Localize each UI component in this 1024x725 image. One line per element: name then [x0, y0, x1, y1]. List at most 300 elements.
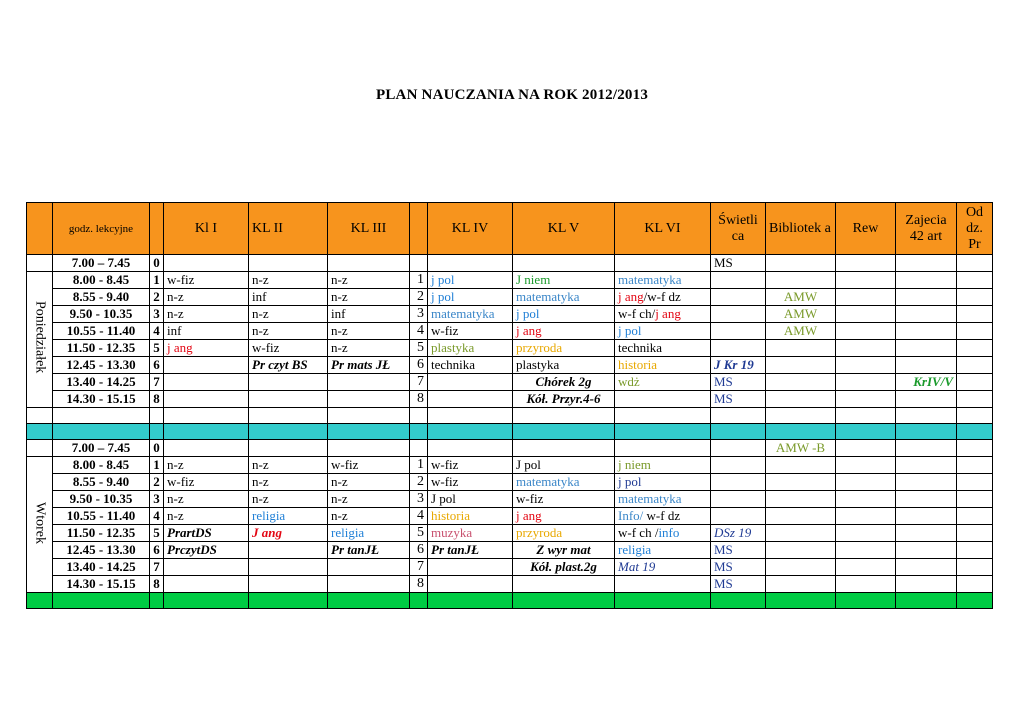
cell-swietlica [711, 306, 766, 323]
time-cell: 12.45 - 13.30 [53, 357, 150, 374]
day-name: Poniedziałek [32, 301, 48, 374]
cell-zajecia [896, 576, 957, 593]
cell-rew [836, 391, 896, 408]
cell-kl5: Chórek 2g [513, 374, 615, 391]
cell-rew [836, 559, 896, 576]
cell-kl2: n-z [249, 457, 328, 474]
cell-kl2 [249, 440, 328, 457]
cell-kl1 [164, 440, 249, 457]
header-oddz: Od dz. Pr [957, 203, 993, 255]
cell-kl2: inf [249, 289, 328, 306]
time-cell: 14.30 - 15.15 [53, 391, 150, 408]
cell-zajecia [896, 323, 957, 340]
header-zajecia: Zajecia 42 art [896, 203, 957, 255]
cell-biblioteka [766, 272, 836, 289]
cell-rew [836, 474, 896, 491]
cell-kl3: w-fiz [328, 457, 410, 474]
cell-kl4: w-fiz [428, 474, 513, 491]
cell-kl6-part-a: j ang [618, 289, 644, 304]
cell-oddz [957, 508, 993, 525]
cell-kl5: przyroda [513, 340, 615, 357]
schedule-row [27, 357, 993, 374]
day-monday [27, 255, 993, 408]
cell-kl4 [428, 576, 513, 593]
cell-kl3: Pr tanJŁ [328, 542, 410, 559]
header-biblioteka: Bibliotek a [766, 203, 836, 255]
cell-kl6 [615, 255, 711, 272]
cell-rew [836, 255, 896, 272]
schedule-row [27, 457, 993, 474]
schedule-row [27, 474, 993, 491]
cell-kl3: n-z [328, 272, 410, 289]
cell-kl4: Pr tanJŁ [428, 542, 513, 559]
cell-kl3: n-z [328, 289, 410, 306]
cell-oddz [957, 474, 993, 491]
cell-swietlica: MS [711, 542, 766, 559]
cell-kl1: PrczytDS [164, 542, 249, 559]
schedule-row [27, 323, 993, 340]
cell-kl6-part-a: Info/ [618, 508, 644, 523]
time-cell: 13.40 - 14.25 [53, 374, 150, 391]
schedule-table [26, 202, 993, 609]
cell-biblioteka [766, 542, 836, 559]
cell-kl4: historia [428, 508, 513, 525]
cell-kl2 [249, 559, 328, 576]
cell-kl1: n-z [164, 491, 249, 508]
cell-kl2 [249, 576, 328, 593]
cell-kl6: wdż [615, 374, 711, 391]
lesson-number-2: 6 [410, 357, 428, 374]
schedule-row [27, 391, 993, 408]
cell-kl5: J pol [513, 457, 615, 474]
cell-swietlica: MS [711, 559, 766, 576]
cell-zajecia [896, 357, 957, 374]
cell-kl4: technika [428, 357, 513, 374]
cell-zajecia: KrIV/V [896, 374, 957, 391]
time-cell: 8.00 - 8.45 [53, 272, 150, 289]
cell-kl3: religia [328, 525, 410, 542]
schedule-row [27, 491, 993, 508]
cell-rew [836, 525, 896, 542]
cell-kl5: j ang [513, 508, 615, 525]
lesson-number: 6 [150, 357, 164, 374]
cell-swietlica: MS [711, 576, 766, 593]
cell-biblioteka [766, 559, 836, 576]
cell-zajecia [896, 340, 957, 357]
time-cell: 13.40 - 14.25 [53, 559, 150, 576]
cell-kl1 [164, 559, 249, 576]
lesson-number-2: 5 [410, 340, 428, 357]
cell-zajecia [896, 491, 957, 508]
cell-kl6: historia [615, 357, 711, 374]
cell-kl2 [249, 255, 328, 272]
header-day [27, 203, 53, 255]
cell-kl6 [615, 525, 711, 542]
cell-zajecia [896, 440, 957, 457]
header-num2 [410, 203, 428, 255]
cell-zajecia [896, 391, 957, 408]
cell-kl2: J ang [249, 525, 328, 542]
cell-swietlica [711, 272, 766, 289]
cell-kl5: j pol [513, 306, 615, 323]
cell-oddz [957, 440, 993, 457]
cell-kl3 [328, 559, 410, 576]
cell-kl1: inf [164, 323, 249, 340]
cell-biblioteka [766, 508, 836, 525]
cell-kl4: j pol [428, 289, 513, 306]
cell-kl1: n-z [164, 457, 249, 474]
cell-kl6: religia [615, 542, 711, 559]
cell-rew [836, 491, 896, 508]
cell-oddz [957, 391, 993, 408]
cell-kl2: n-z [249, 323, 328, 340]
lesson-number: 0 [150, 440, 164, 457]
lesson-number-2: 1 [410, 272, 428, 289]
header-num1 [150, 203, 164, 255]
cell-kl1 [164, 391, 249, 408]
header-kl3: KL III [328, 203, 410, 255]
time-cell: 12.45 - 13.30 [53, 542, 150, 559]
cell-kl1 [164, 255, 249, 272]
cell-kl3: n-z [328, 491, 410, 508]
cell-zajecia [896, 255, 957, 272]
cell-kl5: przyroda [513, 525, 615, 542]
cell-swietlica: MS [711, 255, 766, 272]
cell-kl6 [615, 508, 711, 525]
cell-oddz [957, 457, 993, 474]
cell-kl4: muzyka [428, 525, 513, 542]
cell-zajecia [896, 508, 957, 525]
cell-oddz [957, 542, 993, 559]
cell-kl1: n-z [164, 306, 249, 323]
cell-oddz [957, 255, 993, 272]
cell-kl4: w-fiz [428, 323, 513, 340]
day-name: Wtorek [32, 501, 48, 544]
day-label [27, 457, 53, 593]
cell-kl6 [615, 391, 711, 408]
cell-kl1: PrartDS [164, 525, 249, 542]
cell-biblioteka [766, 491, 836, 508]
lesson-number-2 [410, 440, 428, 457]
cell-swietlica [711, 457, 766, 474]
cell-kl5: J niem [513, 272, 615, 289]
lesson-number-2: 7 [410, 374, 428, 391]
lesson-number: 7 [150, 559, 164, 576]
cell-biblioteka [766, 576, 836, 593]
cell-biblioteka [766, 374, 836, 391]
cell-kl1: w-fiz [164, 474, 249, 491]
cell-kl6-part-a: w-f ch / [618, 525, 659, 540]
cell-kl5: Kół. Przyr.4-6 [513, 391, 615, 408]
day-cell-empty [27, 255, 53, 272]
cell-swietlica: DSz 19 [711, 525, 766, 542]
time-cell: 8.55 - 9.40 [53, 289, 150, 306]
header-swietlica: Świetli ca [711, 203, 766, 255]
cell-kl6: Mat 19 [615, 559, 711, 576]
cell-kl5: Z wyr mat [513, 542, 615, 559]
cell-kl1 [164, 357, 249, 374]
lesson-number: 5 [150, 525, 164, 542]
cell-kl6 [615, 306, 711, 323]
cell-oddz [957, 491, 993, 508]
cell-kl6: technika [615, 340, 711, 357]
cell-kl3: Pr mats JŁ [328, 357, 410, 374]
cell-kl6 [615, 289, 711, 306]
schedule-row [27, 508, 993, 525]
cell-zajecia [896, 474, 957, 491]
schedule-row [27, 255, 993, 272]
cell-zajecia [896, 525, 957, 542]
cell-rew [836, 323, 896, 340]
cell-kl6-part-a: w-f ch/ [618, 306, 656, 321]
cell-kl1 [164, 576, 249, 593]
lesson-number: 5 [150, 340, 164, 357]
cell-kl6-part-b: info [658, 525, 680, 540]
cell-kl6 [615, 576, 711, 593]
cell-zajecia [896, 559, 957, 576]
cell-kl3: n-z [328, 323, 410, 340]
cell-biblioteka: AMW [766, 289, 836, 306]
cell-oddz [957, 357, 993, 374]
cell-kl6-part-b: w-f dz [643, 508, 681, 523]
cell-kl4 [428, 559, 513, 576]
cell-biblioteka [766, 357, 836, 374]
cell-swietlica [711, 289, 766, 306]
cell-rew [836, 440, 896, 457]
cell-kl3: inf [328, 306, 410, 323]
day-tuesday [27, 440, 993, 593]
time-cell: 9.50 - 10.35 [53, 306, 150, 323]
cell-kl4: plastyka [428, 340, 513, 357]
time-cell: 8.55 - 9.40 [53, 474, 150, 491]
cell-oddz [957, 576, 993, 593]
cell-kl6: j niem [615, 457, 711, 474]
cell-biblioteka [766, 340, 836, 357]
cell-rew [836, 340, 896, 357]
cell-kl1 [164, 374, 249, 391]
cell-kl3 [328, 576, 410, 593]
time-cell: 8.00 - 8.45 [53, 457, 150, 474]
lesson-number-2: 3 [410, 306, 428, 323]
cell-swietlica [711, 440, 766, 457]
lesson-number-2: 2 [410, 474, 428, 491]
cell-swietlica [711, 323, 766, 340]
cell-kl2: n-z [249, 491, 328, 508]
schedule-row [27, 559, 993, 576]
cell-kl3 [328, 391, 410, 408]
lesson-number-2: 8 [410, 576, 428, 593]
header-kl6: KL VI [615, 203, 711, 255]
cell-oddz [957, 289, 993, 306]
lesson-number-2: 6 [410, 542, 428, 559]
cell-rew [836, 357, 896, 374]
time-cell: 9.50 - 10.35 [53, 491, 150, 508]
lesson-number-2 [410, 255, 428, 272]
lesson-number-2: 1 [410, 457, 428, 474]
lesson-number-2: 5 [410, 525, 428, 542]
cell-kl4: J pol [428, 491, 513, 508]
cell-oddz [957, 340, 993, 357]
schedule-row [27, 374, 993, 391]
cell-kl2: w-fiz [249, 340, 328, 357]
cell-kl3 [328, 374, 410, 391]
cell-biblioteka: AMW [766, 323, 836, 340]
cell-kl6-part-b: /w-f dz [643, 289, 681, 304]
cell-kl5 [513, 255, 615, 272]
lesson-number: 6 [150, 542, 164, 559]
cell-kl5 [513, 440, 615, 457]
cell-kl2: religia [249, 508, 328, 525]
cell-kl2: Pr czyt BS [249, 357, 328, 374]
lesson-number: 3 [150, 306, 164, 323]
lesson-number-2: 7 [410, 559, 428, 576]
cell-kl6: j pol [615, 323, 711, 340]
cell-biblioteka [766, 474, 836, 491]
header-time: godz. lekcyjne [53, 203, 150, 255]
lesson-number: 8 [150, 391, 164, 408]
cell-biblioteka [766, 457, 836, 474]
cell-kl1: j ang [164, 340, 249, 357]
lesson-number: 4 [150, 323, 164, 340]
cell-kl5: matematyka [513, 289, 615, 306]
cell-rew [836, 306, 896, 323]
cell-swietlica [711, 340, 766, 357]
cell-kl5: j ang [513, 323, 615, 340]
cell-oddz [957, 323, 993, 340]
cell-rew [836, 508, 896, 525]
lesson-number: 7 [150, 374, 164, 391]
header-kl2: KL II [249, 203, 328, 255]
lesson-number: 4 [150, 508, 164, 525]
time-cell: 14.30 - 15.15 [53, 576, 150, 593]
cell-kl3 [328, 440, 410, 457]
cell-rew [836, 289, 896, 306]
cell-kl4: matematyka [428, 306, 513, 323]
cell-kl3: n-z [328, 474, 410, 491]
cell-zajecia [896, 272, 957, 289]
cell-kl3 [328, 255, 410, 272]
header-kl1: Kl I [164, 203, 249, 255]
cell-kl2 [249, 391, 328, 408]
time-cell: 11.50 - 12.35 [53, 340, 150, 357]
cell-oddz [957, 559, 993, 576]
cell-kl4 [428, 374, 513, 391]
cell-swietlica [711, 508, 766, 525]
page-title: PLAN NAUCZANIA NA ROK 2012/2013 [375, 87, 649, 103]
schedule-row [27, 440, 993, 457]
cell-kl1: n-z [164, 289, 249, 306]
cell-oddz [957, 525, 993, 542]
lesson-number-2: 2 [410, 289, 428, 306]
cell-rew [836, 457, 896, 474]
time-cell: 11.50 - 12.35 [53, 525, 150, 542]
cell-swietlica: MS [711, 374, 766, 391]
cell-kl6 [615, 440, 711, 457]
schedule-row [27, 340, 993, 357]
cell-oddz [957, 272, 993, 289]
lesson-number: 2 [150, 474, 164, 491]
cell-kl6: j pol [615, 474, 711, 491]
cell-biblioteka: AMW [766, 306, 836, 323]
cell-biblioteka [766, 391, 836, 408]
blank-row [27, 408, 993, 424]
lesson-number: 3 [150, 491, 164, 508]
cell-kl3: n-z [328, 340, 410, 357]
cell-oddz [957, 306, 993, 323]
day-cell-empty [27, 440, 53, 457]
cell-oddz [957, 374, 993, 391]
header-kl5: KL V [513, 203, 615, 255]
time-cell: 10.55 - 11.40 [53, 508, 150, 525]
cell-kl5 [513, 576, 615, 593]
schedule-row [27, 576, 993, 593]
cell-zajecia [896, 542, 957, 559]
lesson-number: 1 [150, 457, 164, 474]
lesson-number: 2 [150, 289, 164, 306]
cell-rew [836, 542, 896, 559]
cell-biblioteka: AMW -B [766, 440, 836, 457]
cell-swietlica [711, 474, 766, 491]
day-label [27, 272, 53, 408]
cell-kl6-part-b: j ang [655, 306, 681, 321]
cell-kl2: n-z [249, 272, 328, 289]
cell-kl5: matematyka [513, 474, 615, 491]
cell-kl1: w-fiz [164, 272, 249, 289]
cell-kl4 [428, 440, 513, 457]
schedule-row [27, 306, 993, 323]
cell-kl5: plastyka [513, 357, 615, 374]
cell-zajecia [896, 306, 957, 323]
header-row [27, 203, 993, 255]
lesson-number-2: 4 [410, 323, 428, 340]
cell-kl5: w-fiz [513, 491, 615, 508]
schedule-row [27, 542, 993, 559]
cell-kl2: n-z [249, 474, 328, 491]
cell-kl4 [428, 255, 513, 272]
lesson-number: 0 [150, 255, 164, 272]
cell-rew [836, 576, 896, 593]
cell-rew [836, 272, 896, 289]
cell-swietlica [711, 491, 766, 508]
separator-cyan [27, 424, 993, 440]
time-cell: 10.55 - 11.40 [53, 323, 150, 340]
header-kl4: KL IV [428, 203, 513, 255]
lesson-number: 8 [150, 576, 164, 593]
cell-kl2: n-z [249, 306, 328, 323]
cell-biblioteka [766, 255, 836, 272]
cell-kl2 [249, 374, 328, 391]
cell-swietlica: J Kr 19 [711, 357, 766, 374]
cell-kl2 [249, 542, 328, 559]
cell-kl1: n-z [164, 508, 249, 525]
cell-kl4: j pol [428, 272, 513, 289]
separator-green [27, 593, 993, 609]
cell-kl4: w-fiz [428, 457, 513, 474]
cell-kl3: n-z [328, 508, 410, 525]
lesson-number: 1 [150, 272, 164, 289]
cell-kl4 [428, 391, 513, 408]
schedule-row [27, 525, 993, 542]
time-cell: 7.00 – 7.45 [53, 255, 150, 272]
cell-biblioteka [766, 525, 836, 542]
lesson-number-2: 4 [410, 508, 428, 525]
cell-zajecia [896, 457, 957, 474]
schedule-row [27, 289, 993, 306]
cell-rew [836, 374, 896, 391]
schedule-row [27, 272, 993, 289]
lesson-number-2: 8 [410, 391, 428, 408]
cell-swietlica: MS [711, 391, 766, 408]
